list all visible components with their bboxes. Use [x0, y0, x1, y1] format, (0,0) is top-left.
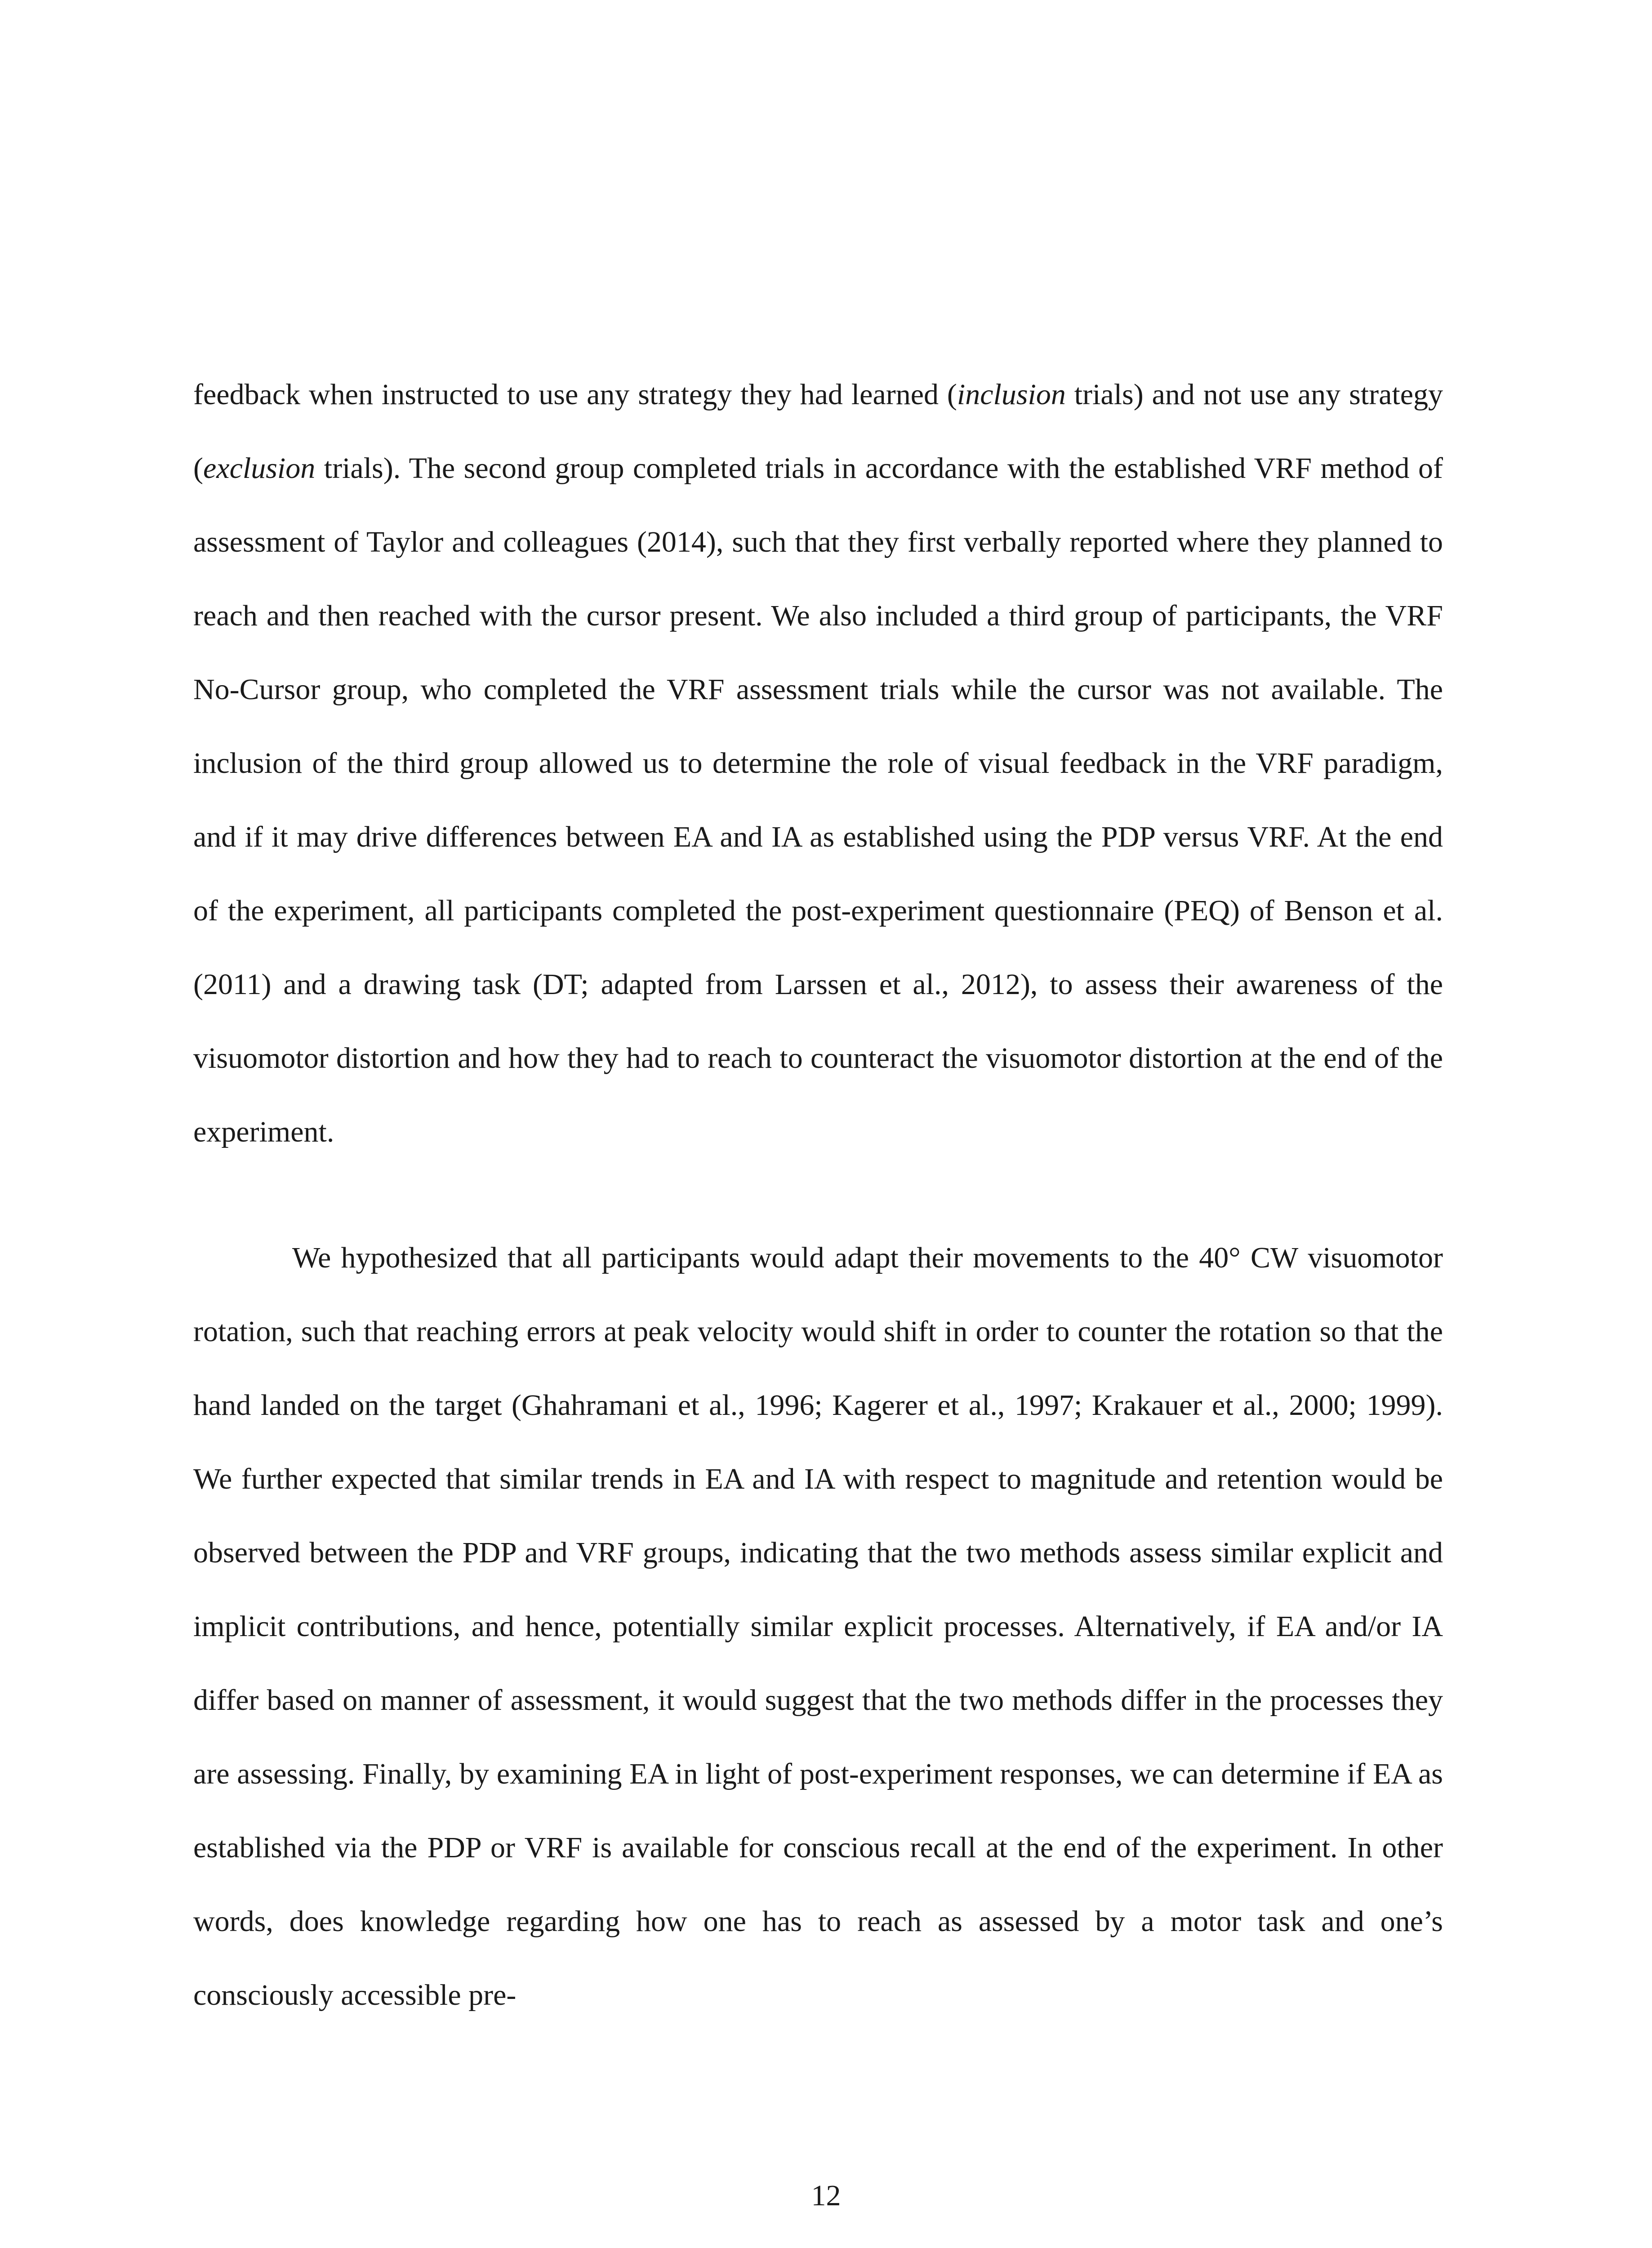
inclusion-term: inclusion — [957, 378, 1066, 411]
paragraph-1-text-a: feedback when instructed to use any strategy they had learned ( — [193, 378, 957, 411]
paragraph-1-text-b: trials) and not use any strategy ( — [193, 378, 1443, 485]
body-paragraph-1 — [193, 358, 1443, 1169]
body-paragraph-2: We hypothesized that all participants would adapt their movements to the 40° CW visuomotor rotation, such that reaching errors at peak velocity would shift in order to counter the rotation so that the hand landed on the target (Ghahramani et al., 1996; Kagerer et al., 1997; Krakauer et al., 2000; 1999). We further expected that similar trends in EA and IA with respect to magnitude and retention would be observed between the PDP and VRF groups, indicating that the two methods assess similar explicit and implicit contributions, and hence, potentially similar explicit processes. Alternatively, if EA and/or IA differ based on manner of assessment, it would suggest that the two methods differ in the processes they are assessing. Finally, by examining EA in light of post-experiment responses, we can determine if EA as established via the PDP or VRF is available for conscious recall at the end of the experiment. In other words, does knowledge regarding how one has to reach as assessed by a motor task and one’s consciously accessible pre- — [193, 1241, 1443, 2012]
paragraph-1-text-c: trials). The second group completed trials in accordance with the established VRF method of assessment of Taylor and colleagues (2014), such that they first verbally reported where they planned to reach and then reached with the cursor present. We also included a third group of participants, the VRF No-Cursor group, who completed the VRF assessment trials while the cursor was not available. The inclusion of the third group allowed us to determine the role of visual feedback in the VRF paradigm, and if it may drive differences between EA and IA as established using the PDP versus VRF. At the end of the experiment, all participants completed the post-experiment questionnaire (PEQ) of Benson et al. (2011) and a drawing task (DT; adapted from Larssen et al., 2012), to assess their awareness of the visuomotor distortion and how they had to reach to counteract the visuomotor distortion at the end of the experiment. — [193, 452, 1443, 1148]
exclusion-term: exclusion — [203, 452, 316, 485]
page-number: 12 — [811, 2179, 841, 2212]
